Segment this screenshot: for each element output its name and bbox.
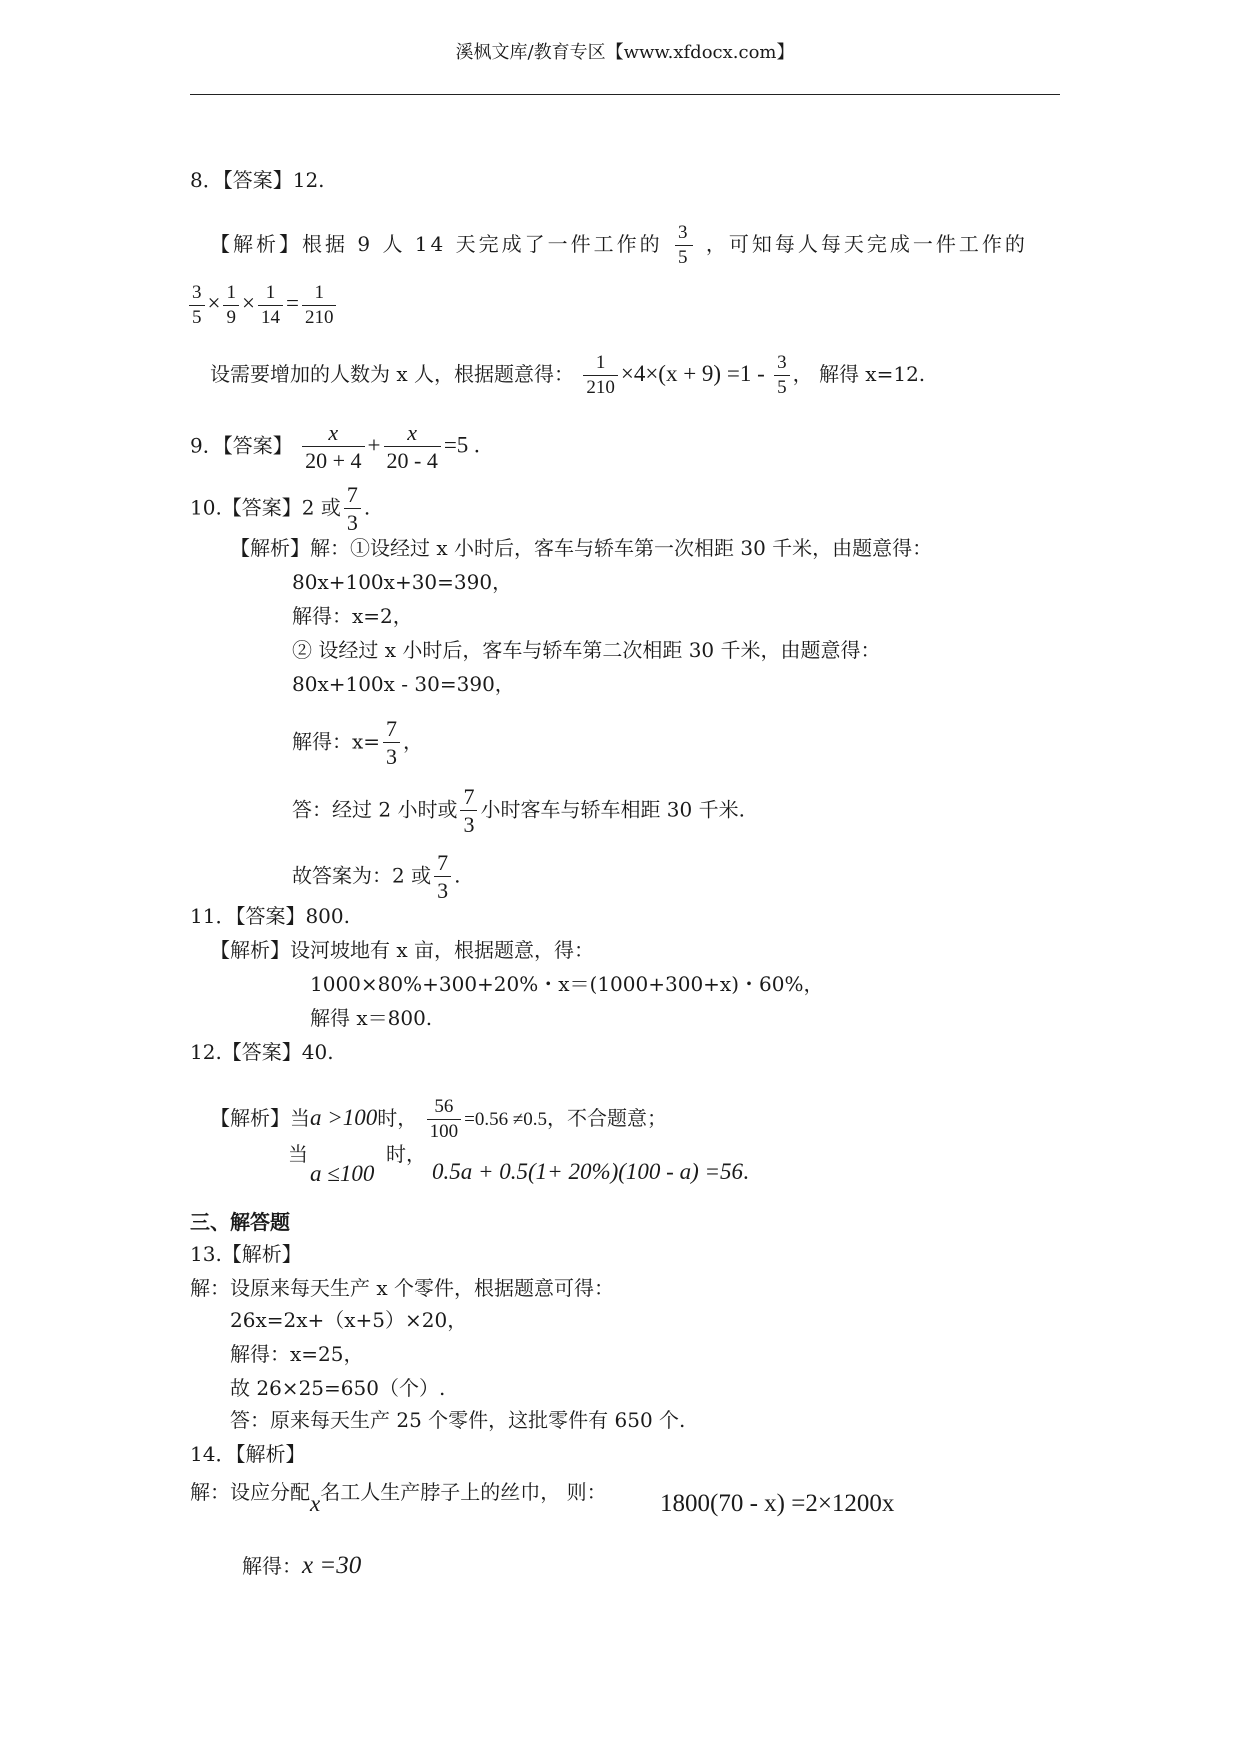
plus-operator: +: [367, 432, 381, 458]
q13-line-2: 26x=2x+（x+5）×20，: [230, 1308, 468, 1332]
q13-line-3: 解得：x=25，: [230, 1342, 364, 1366]
fraction-1-14: [258, 282, 283, 329]
fraction-numerator: 1: [226, 282, 236, 303]
q13-line-4: 故 26×25=650（个）.: [230, 1376, 446, 1400]
fraction-numerator: 3: [192, 282, 202, 303]
fraction-1-210: [302, 282, 337, 329]
fraction-denominator: 9: [223, 305, 239, 329]
q9-answer-line: [190, 420, 480, 474]
q11-solution: 解得 x＝800.: [310, 1006, 433, 1030]
q13-label: 13.【解析】: [190, 1242, 302, 1266]
q12-not-fit: ，不合题意；: [547, 1105, 668, 1130]
q12-shi2: 时，: [386, 1142, 426, 1166]
q14-setup-line: [190, 1478, 607, 1516]
fraction-numerator: 3: [677, 222, 691, 243]
fraction-denominator: 20 + 4: [302, 446, 364, 473]
fraction-7-3: [434, 850, 451, 904]
q13-line-5: 答：原来每天生产 25 个零件，这批零件有 650 个.: [230, 1408, 686, 1432]
page-header: 溪枫文库/教育专区【www.xfdocx.com】: [455, 42, 795, 63]
q10-sol2-post: ，: [403, 729, 424, 754]
q11-analysis: 【解析】设河坡地有 x 亩，根据题意，得：: [210, 938, 594, 962]
q12-end: .: [743, 1159, 749, 1184]
q10-final-line: [292, 850, 460, 904]
fraction-1-210: [583, 352, 618, 399]
q12-dang: 当: [288, 1142, 308, 1166]
q10-case2: ② 设经过 x 小时后，客车与轿车第二次相距 30 千米，由题意得：: [292, 638, 881, 662]
q12-analysis-line: [210, 1096, 667, 1143]
q8-answer: 8．【答案】12.: [190, 168, 325, 192]
fraction-7-3: [460, 784, 477, 838]
fraction-7-3: [383, 716, 400, 770]
q10-ans-post: 小时客车与轿车相距 30 千米.: [480, 797, 745, 822]
times-operator: ×: [207, 290, 221, 316]
q8-analysis-line: [210, 222, 1028, 269]
times-operator: ×: [241, 290, 255, 316]
fraction-numerator: x: [407, 420, 418, 445]
fraction-numerator: 1: [595, 352, 606, 373]
fraction-numerator: 56: [434, 1096, 454, 1117]
fraction-numerator: 7: [386, 716, 398, 741]
fraction-x-over-24: [302, 420, 364, 474]
q14-label: 14．【解析】: [190, 1442, 306, 1466]
q14-sol-pre: 解得：: [242, 1554, 302, 1578]
q9-rhs: =5 .: [443, 432, 480, 458]
q10-answer-pre: 10.【答案】2 或: [190, 495, 341, 520]
q14-solution-line: [242, 1552, 361, 1580]
fraction-3-5: [774, 352, 790, 399]
equals-operator: =: [285, 290, 299, 316]
q14-equation: 1800(70 - x) =2×1200x: [660, 1490, 895, 1517]
fraction-denominator: 100: [427, 1119, 462, 1143]
q8-setup-mid: ×4×(x + 9) =1 -: [620, 360, 765, 386]
q12-shi: 时，: [377, 1105, 418, 1130]
q10-analysis: 【解析】解：①设经过 x 小时后，客车与轿车第一次相距 30 千米，由题意得：: [230, 536, 933, 560]
q8-analysis-post: ，可知每人每天完成一件工作的: [705, 231, 1028, 256]
q12-equation-line: [432, 1158, 749, 1186]
fraction-denominator: 3: [344, 508, 361, 535]
q14-solution: x =30: [302, 1552, 362, 1579]
q12-equation: 0.5a + 0.5(1+ 20%)(100 - a) =56: [432, 1159, 744, 1184]
q10-answer-line: [190, 482, 370, 536]
fraction-numerator: x: [328, 420, 339, 445]
q9-label: 9．【答案】: [190, 433, 293, 458]
q10-sol1: 解得：x=2，: [292, 604, 413, 628]
q8-fraction-3-5: [675, 222, 694, 269]
fraction-denominator: 3: [460, 810, 477, 837]
fraction-numerator: 1: [265, 282, 276, 303]
fraction-numerator: 1: [314, 282, 324, 303]
fraction-56-100: [427, 1096, 462, 1143]
q10-sol2-line: [292, 716, 423, 770]
fraction-numerator: 7: [437, 850, 449, 875]
q8-setup-pre: 设需要增加的人数为 x 人，根据题意得：: [210, 361, 574, 386]
q10-sol2-pre: 解得：x=: [292, 729, 381, 754]
section-title: 三、解答题: [190, 1210, 290, 1234]
q8-product-equation: [186, 282, 339, 329]
fraction-1-9: [223, 282, 239, 329]
fraction-x-over-16: [384, 420, 441, 474]
fraction-denominator: 210: [302, 305, 337, 329]
fraction-numerator: 3: [777, 352, 787, 373]
fraction-numerator: 7: [346, 482, 358, 507]
q10-eq2: 80x+100x - 30=390，: [292, 672, 515, 696]
q10-answer-statement: [292, 784, 745, 838]
q12-condition-2: a ≤100: [310, 1161, 375, 1186]
q12-analysis-pre: 【解析】当: [210, 1105, 310, 1130]
q10-final-post: .: [454, 863, 461, 888]
q8-analysis-pre: 【解析】根据 9 人 14 天完成了一件工作的: [210, 231, 663, 256]
q13-line-1: 解：设原来每天生产 x 个零件，根据题意可得：: [190, 1276, 614, 1300]
q10-ans-pre: 答：经过 2 小时或: [292, 797, 458, 822]
fraction-3-5: [189, 282, 205, 329]
q8-setup-line: [210, 352, 925, 399]
q14-variable-x: x: [310, 1491, 321, 1516]
q10-dot: .: [363, 495, 371, 520]
fraction-denominator: 5: [774, 375, 790, 399]
fraction-denominator: 3: [434, 876, 451, 903]
fraction-denominator: 5: [675, 245, 694, 269]
fraction-denominator: 210: [583, 375, 618, 399]
q11-answer: 11．【答案】800.: [190, 904, 350, 928]
header-rule: [190, 94, 1060, 95]
fraction-denominator: 20 - 4: [384, 446, 441, 473]
fraction-7-3: [344, 482, 361, 536]
fraction-denominator: 5: [189, 305, 205, 329]
q14-l1-post: 名工人生产脖子上的丝巾， 则：: [320, 1480, 607, 1504]
fraction-denominator: 14: [258, 305, 283, 329]
q12-answer: 12.【答案】40.: [190, 1040, 334, 1064]
q10-eq1: 80x+100x+30=390，: [292, 570, 513, 594]
q10-final-pre: 故答案为：2 或: [292, 863, 432, 888]
q8-setup-post: ， 解得 x=12.: [792, 361, 926, 386]
q12-after-fraction: =0.56 ≠0.5: [464, 1108, 548, 1130]
q14-l1-pre: 解：设应分配: [190, 1480, 310, 1504]
fraction-denominator: 3: [383, 742, 400, 769]
q12-condition-1: a >100: [310, 1104, 378, 1130]
fraction-numerator: 7: [463, 784, 475, 809]
q11-equation: 1000×80%+300+20%・x＝(1000+300+x)・60%，: [310, 972, 824, 996]
